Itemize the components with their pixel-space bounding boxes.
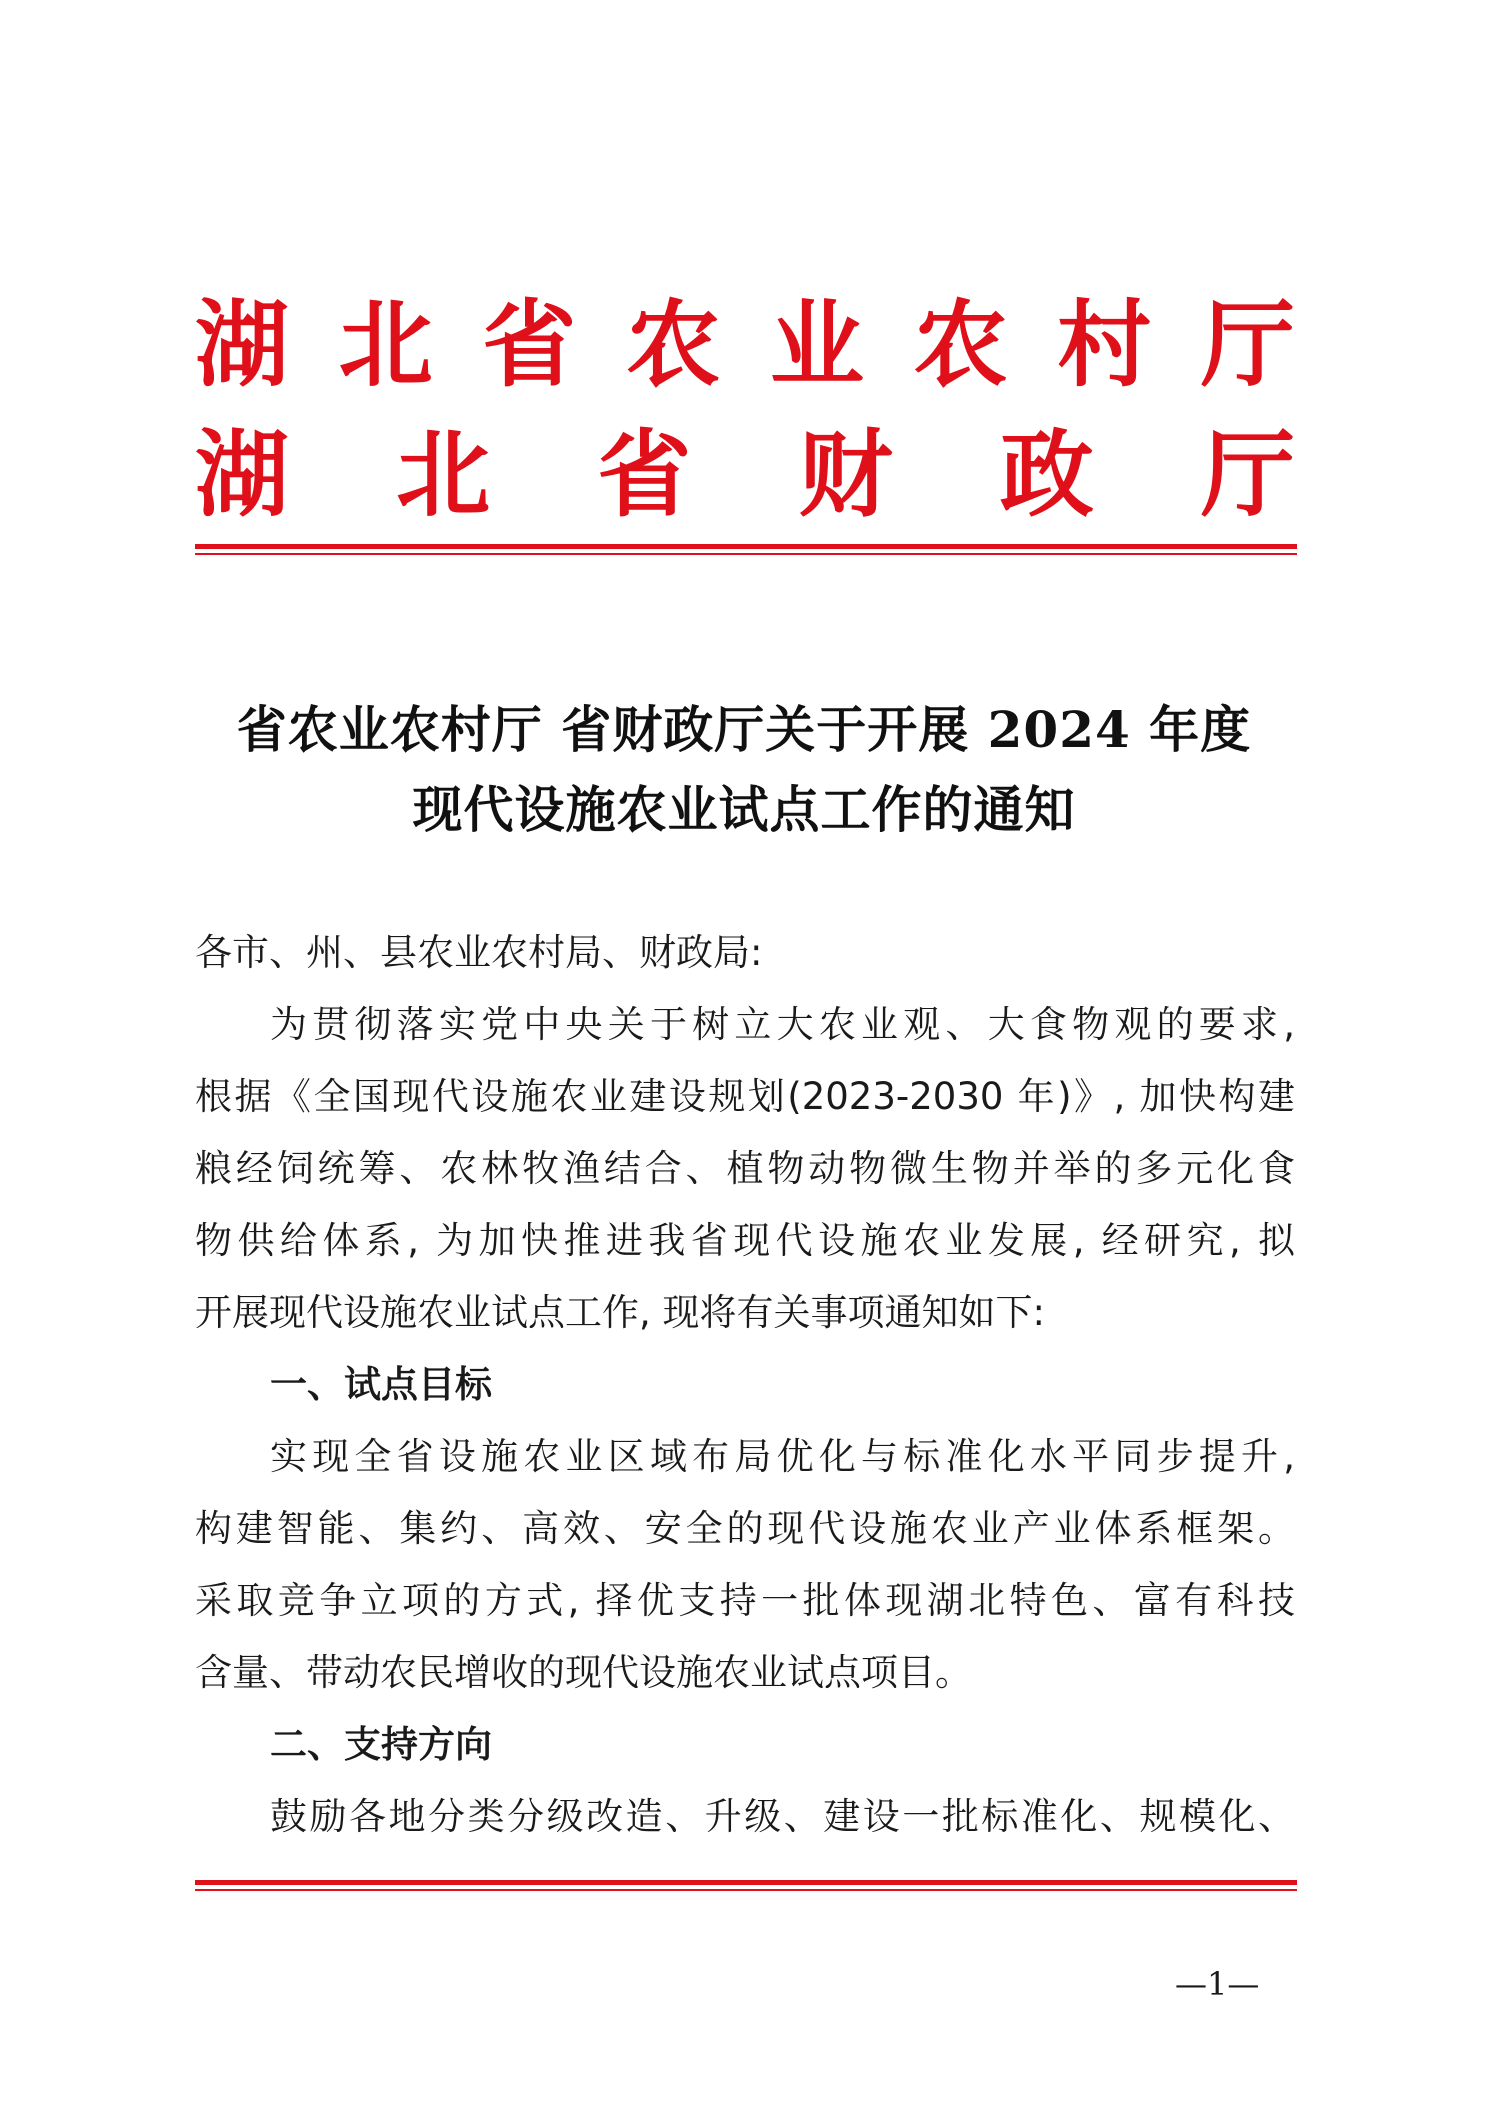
paragraph-line: 粮经饲统筹、农林牧渔结合、植物动物微生物并举的多元化食 — [195, 1147, 1295, 1190]
letterhead-char: 村 — [1057, 290, 1152, 400]
paragraph-line: 为贯彻落实党中央关于树立大农业观、大食物观的要求, — [270, 1003, 1295, 1046]
letterhead-char: 北 — [396, 420, 491, 530]
paragraph-line: 开展现代设施农业试点工作, 现将有关事项通知如下: — [195, 1291, 1045, 1334]
paragraph-line: 含量、带动农民增收的现代设施农业试点项目。 — [195, 1651, 972, 1694]
footer-divider-thin — [195, 1889, 1297, 1891]
footer-divider-thick — [195, 1880, 1297, 1885]
letterhead-char: 业 — [769, 290, 864, 400]
paragraph-line: 根据《全国现代设施农业建设规划(2023-2030 年)》, 加快构建 — [195, 1075, 1295, 1118]
letterhead-char: 湖 — [195, 290, 290, 400]
letterhead-char: 财 — [798, 420, 893, 530]
page-number: —1— — [1175, 1965, 1260, 2003]
addressee: 各市、州、县农业农村局、财政局: — [195, 931, 763, 974]
letterhead-divider-thick — [195, 544, 1297, 549]
letterhead-char: 政 — [999, 420, 1094, 530]
paragraph-line: 物供给体系, 为加快推进我省现代设施农业发展, 经研究, 拟 — [195, 1219, 1295, 1262]
letterhead-char: 厅 — [1200, 290, 1295, 400]
letterhead-char: 北 — [338, 290, 433, 400]
letterhead-divider-thin — [195, 553, 1297, 555]
letterhead-char: 省 — [482, 290, 577, 400]
paragraph-line: 鼓励各地分类分级改造、升级、建设一批标准化、规模化、 — [270, 1795, 1295, 1838]
letterhead-char: 湖 — [195, 420, 290, 530]
document-title-line-2: 现代设施农业试点工作的通知 — [412, 780, 1076, 839]
section-heading: 一、试点目标 — [270, 1363, 492, 1406]
letterhead-line-1 — [195, 290, 1295, 400]
letterhead-char: 厅 — [1200, 420, 1295, 530]
letterhead-char: 省 — [597, 420, 692, 530]
document-title-line-1: 省农业农村厅 省财政厅关于开展 2024 年度 — [236, 700, 1252, 759]
letterhead-char: 农 — [626, 290, 721, 400]
letterhead-char: 农 — [913, 290, 1008, 400]
paragraph-line: 实现全省设施农业区域布局优化与标准化水平同步提升, — [270, 1435, 1295, 1478]
paragraph-line: 构建智能、集约、高效、安全的现代设施农业产业体系框架。 — [195, 1507, 1295, 1550]
paragraph-line: 采取竞争立项的方式, 择优支持一批体现湖北特色、富有科技 — [195, 1579, 1295, 1622]
section-heading: 二、支持方向 — [270, 1723, 492, 1766]
letterhead-line-2 — [195, 420, 1295, 530]
